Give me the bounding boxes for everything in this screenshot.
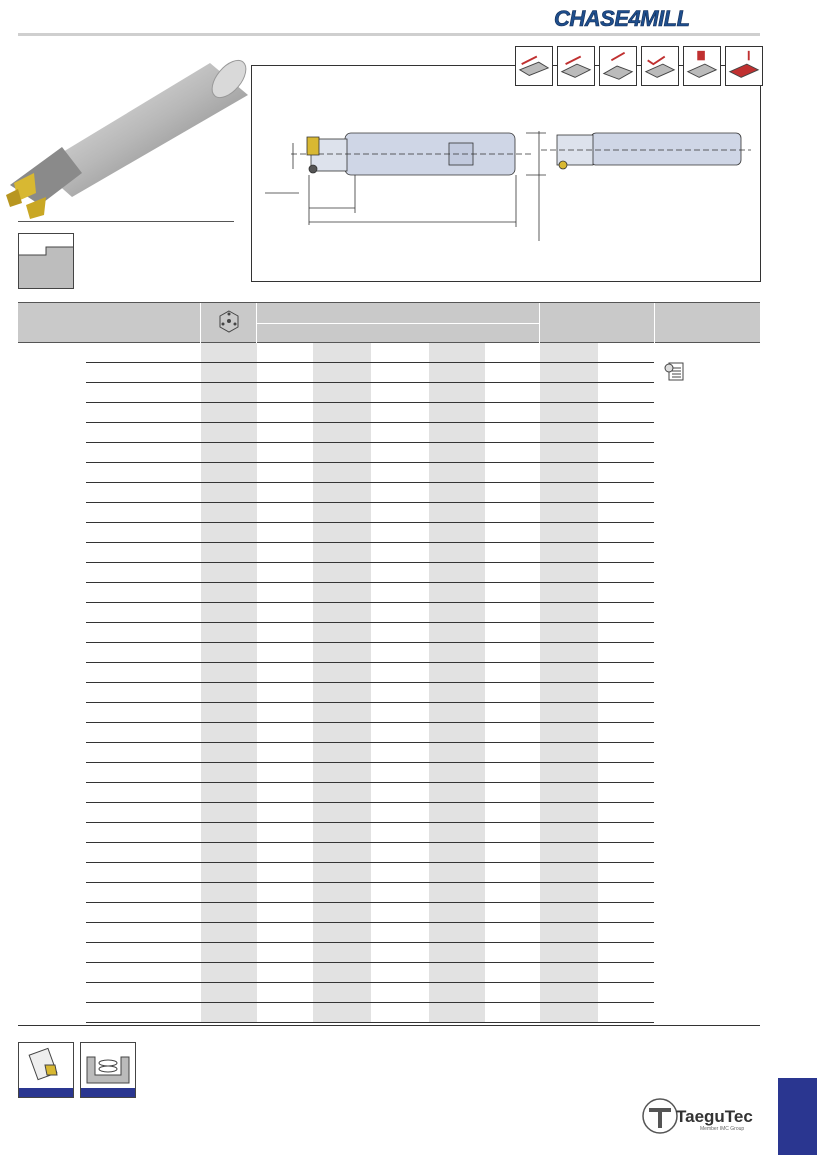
chase4mill-logo (552, 2, 762, 36)
table-row (18, 503, 760, 523)
table-cell (313, 363, 371, 383)
table-row (18, 783, 760, 803)
table-cell (540, 803, 598, 823)
table-cell (429, 843, 485, 863)
insert-count-icon (201, 303, 257, 344)
table-cell (429, 1003, 485, 1023)
table-cell (540, 623, 598, 643)
table-cell (313, 923, 371, 943)
table-row (18, 743, 760, 763)
table-cell (201, 643, 257, 663)
table-row (18, 883, 760, 903)
table-cell (201, 963, 257, 983)
header-designation (18, 303, 201, 344)
table-body (18, 343, 760, 1023)
table-cell (540, 783, 598, 803)
table-cell (429, 903, 485, 923)
table-cell (429, 343, 485, 363)
table-cell (429, 743, 485, 763)
table-cell (313, 423, 371, 443)
table-cell (429, 583, 485, 603)
table-cell (201, 623, 257, 643)
divider (18, 221, 234, 222)
table-row (18, 623, 760, 643)
table-cell (540, 603, 598, 623)
table-row (18, 803, 760, 823)
table-row (18, 543, 760, 563)
table-cell (201, 363, 257, 383)
table-cell (201, 783, 257, 803)
header-inserts (655, 303, 760, 344)
table-cell (540, 403, 598, 423)
table-row (18, 923, 760, 943)
table-cell (313, 643, 371, 663)
table-row (18, 903, 760, 923)
table-cell (429, 523, 485, 543)
table-cell (313, 763, 371, 783)
table-cell (429, 703, 485, 723)
table-cell (540, 483, 598, 503)
table-row (18, 663, 760, 683)
table-cell (201, 703, 257, 723)
table-bottom-rule (18, 1025, 760, 1026)
table-cell (201, 1003, 257, 1023)
table-row (18, 603, 760, 623)
table-cell (540, 503, 598, 523)
table-cell (540, 563, 598, 583)
table-cell (313, 963, 371, 983)
table-cell (201, 843, 257, 863)
slotting-icon (599, 46, 637, 86)
table-cell (201, 543, 257, 563)
table-cell (313, 483, 371, 503)
table-cell (201, 723, 257, 743)
header-spare-parts (540, 303, 655, 344)
table-row (18, 703, 760, 723)
table-cell (313, 1003, 371, 1023)
ramping-icon (641, 46, 679, 86)
table-cell (540, 883, 598, 903)
table-cell (201, 523, 257, 543)
operation-icons (515, 46, 763, 86)
row-rule (86, 1022, 654, 1023)
table-cell (201, 483, 257, 503)
table-cell (540, 363, 598, 383)
plunging-icon (683, 46, 721, 86)
table-cell (429, 643, 485, 663)
table-cell (201, 443, 257, 463)
table-cell (429, 803, 485, 823)
table-cell (201, 343, 257, 363)
table-cell (540, 463, 598, 483)
table-cell (429, 563, 485, 583)
header-insert-count (201, 303, 257, 344)
table-cell (540, 423, 598, 443)
table-row (18, 383, 760, 403)
table-row (18, 423, 760, 443)
table-cell (540, 443, 598, 463)
table-cell (201, 503, 257, 523)
table-cell (540, 663, 598, 683)
table-cell (540, 643, 598, 663)
table-row (18, 763, 760, 783)
table-cell (540, 943, 598, 963)
table-cell (313, 743, 371, 763)
table-cell (201, 383, 257, 403)
table-row (18, 483, 760, 503)
table-cell (540, 923, 598, 943)
table-cell (201, 923, 257, 943)
table-cell (313, 463, 371, 483)
table-cell (313, 343, 371, 363)
table-row (18, 823, 760, 843)
table-cell (313, 983, 371, 1003)
table-cell (429, 423, 485, 443)
table-cell (201, 763, 257, 783)
table-cell (429, 683, 485, 703)
table-cell (540, 683, 598, 703)
table-cell (313, 723, 371, 743)
table-row (18, 1003, 760, 1023)
table-cell (201, 743, 257, 763)
table-row (18, 643, 760, 663)
header-rule (18, 33, 760, 36)
table-row (18, 983, 760, 1003)
end-mill-photo (0, 55, 250, 225)
table-cell (540, 543, 598, 563)
table-cell (313, 863, 371, 883)
table-cell (429, 443, 485, 463)
table-cell (429, 883, 485, 903)
table-cell (201, 423, 257, 443)
table-cell (429, 663, 485, 683)
table-row (18, 343, 760, 363)
table-cell (201, 583, 257, 603)
taegutec-logo (640, 1096, 765, 1138)
table-cell (429, 963, 485, 983)
table-cell (540, 963, 598, 983)
table-row (18, 943, 760, 963)
face-milling-icon (515, 46, 553, 86)
cutting-data-icon[interactable] (80, 1042, 136, 1098)
table-row (18, 563, 760, 583)
table-cell (201, 883, 257, 903)
table-cell (313, 383, 371, 403)
table-row (18, 463, 760, 483)
table-cell (429, 783, 485, 803)
section-tab[interactable] (778, 1078, 817, 1155)
table-cell (429, 943, 485, 963)
square-shoulder-icon (18, 233, 74, 289)
table-row (18, 363, 760, 383)
table-cell (540, 823, 598, 843)
table-row (18, 723, 760, 743)
table-cell (540, 843, 598, 863)
table-cell (429, 383, 485, 403)
brand-wordmark: CHASE4MILL (554, 6, 690, 31)
table-cell (313, 903, 371, 923)
table-cell (540, 343, 598, 363)
table-cell (429, 923, 485, 943)
table-cell (313, 523, 371, 543)
table-cell (429, 463, 485, 483)
table-cell (201, 603, 257, 623)
logo-subtext: Member IMC Group (700, 1126, 745, 1132)
table-cell (429, 603, 485, 623)
table-cell (429, 503, 485, 523)
table-row (18, 403, 760, 423)
table-cell (313, 443, 371, 463)
table-cell (429, 863, 485, 883)
table-cell (429, 763, 485, 783)
shoulder-milling-icon (557, 46, 595, 86)
table-cell (201, 823, 257, 843)
table-cell (429, 543, 485, 563)
table-cell (540, 763, 598, 783)
table-cell (201, 863, 257, 883)
table-cell (429, 623, 485, 643)
table-cell (201, 663, 257, 683)
table-cell (540, 1003, 598, 1023)
table-row (18, 583, 760, 603)
table-row (18, 443, 760, 463)
table-header (18, 302, 760, 343)
table-cell (540, 583, 598, 603)
table-cell (313, 563, 371, 583)
table-cell (540, 743, 598, 763)
table-cell (313, 683, 371, 703)
table-cell (313, 823, 371, 843)
table-cell (313, 603, 371, 623)
table-cell (201, 563, 257, 583)
table-row (18, 843, 760, 863)
table-cell (313, 703, 371, 723)
table-cell (540, 863, 598, 883)
product-table (18, 302, 760, 1023)
table-row (18, 523, 760, 543)
header-subdivider (257, 323, 540, 324)
table-cell (429, 363, 485, 383)
table-cell (540, 703, 598, 723)
table-cell (201, 463, 257, 483)
table-row (18, 683, 760, 703)
table-cell (429, 483, 485, 503)
table-cell (540, 383, 598, 403)
table-cell (313, 843, 371, 863)
table-cell (540, 523, 598, 543)
table-row (18, 963, 760, 983)
magnifier-document-icon[interactable] (663, 360, 685, 382)
table-cell (429, 983, 485, 1003)
table-cell (540, 983, 598, 1003)
table-cell (201, 983, 257, 1003)
helical-interpolation-icon (725, 46, 763, 86)
table-cell (313, 543, 371, 563)
dimension-drawing (251, 65, 761, 282)
table-cell (201, 403, 257, 423)
table-cell (201, 803, 257, 823)
table-cell (313, 783, 371, 803)
table-row (18, 863, 760, 883)
table-cell (201, 903, 257, 923)
logo-wordmark: TaeguTec (676, 1107, 753, 1126)
table-cell (201, 683, 257, 703)
table-cell (313, 583, 371, 603)
table-cell (313, 883, 371, 903)
table-cell (313, 503, 371, 523)
table-cell (313, 663, 371, 683)
table-cell (313, 803, 371, 823)
insert-reference-icon[interactable] (18, 1042, 74, 1098)
table-cell (540, 723, 598, 743)
table-cell (540, 903, 598, 923)
table-cell (429, 403, 485, 423)
table-cell (313, 943, 371, 963)
table-cell (201, 943, 257, 963)
table-cell (313, 623, 371, 643)
table-cell (429, 823, 485, 843)
table-cell (429, 723, 485, 743)
table-cell (313, 403, 371, 423)
